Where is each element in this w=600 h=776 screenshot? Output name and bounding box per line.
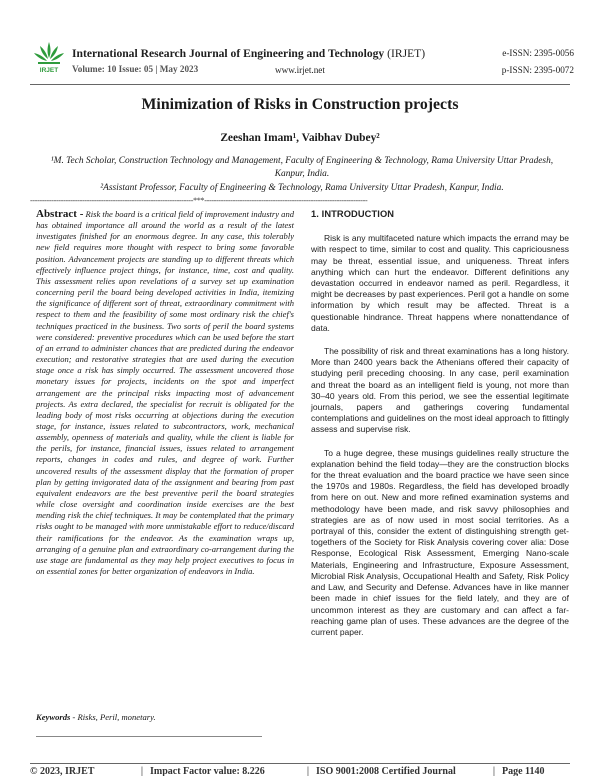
pissn: p-ISSN: 2395-0072 [501, 65, 574, 75]
paper-authors: Zeeshan Imam¹, Vaibhav Dubey² [220, 132, 380, 144]
separator-line: ---------------------------------------------------------------------***--------------------------------------------------------------------- [30, 196, 368, 205]
volume-issue: Volume: 10 Issue: 05 | May 2023 [72, 64, 199, 74]
footer-rule [30, 763, 570, 764]
affiliation-2: ²Assistant Professor, Faculty of Engineering & Technology, Rama University Uttar Pradesh, Kanpur, India. [100, 183, 504, 193]
introduction-section [311, 209, 569, 650]
irjet-logo [32, 40, 66, 74]
journal-website: www.irjet.net [275, 65, 325, 75]
footer-divider: | [140, 766, 144, 776]
intro-paragraph-3: To a huge degree, these musings guidelines really structure the explanation behind the field today—they are the construction blocks for the threat evaluation and the board practice we have seen since the 1970s and 1980s. Regardless, the field has developed broadly from here on out. New and more refined examination systems and methodology have been made, and risk savvy philosophies and strategies are as of now used in most social territories. As a portrayal of this, consider the extent of distinguishing strength get-togethers of the Society for Risk Analysis covering cover alia: Dose Response, Ecological Risk Assessment, Emerging Nano-scale Materials, Engineering and Infrastructure, Exposure Assessment, Microbial Risk Analysis, Occupational Health and Safety, Risk Policy and Law, and Security and Defense. Advances have in like manner been made in chief issues for the field lately, and they are of uncommon interest as they are customary and can affect a far-reaching game plan of uses. These advances are the degree of the current paper. [311, 447, 569, 637]
abstract-end-rule [36, 736, 262, 737]
keywords [36, 712, 294, 722]
keywords-label: Keywords - [36, 712, 76, 722]
intro-paragraph-1: Risk is any multifaceted nature which impacts the errand may be with respect to time, similar to cost and quality. This capriciousness may be threat, essential issue, and uniqueness. Threat infers anything which can hurt the endeavor. Different definitions any devastation occurred in endeavor named as peril. Regardless, it might be decreases by past experiences. Peril got a handle on some information by which result may be affected. Threat is a questionable hindrance. Threat happens where nonattendance of data. [311, 233, 569, 333]
journal-title [72, 47, 425, 60]
journal-abbr: (IRJET) [387, 47, 426, 60]
footer-divider: | [306, 766, 310, 776]
paper-title: Minimization of Risks in Construction projects [141, 96, 459, 113]
affiliation-1: ¹M. Tech Scholar, Construction Technology and Management, Faculty of Engineering & Technology, Rama University Uttar Pradesh, Kanpur, India. [50, 156, 554, 179]
footer-page-number: Page 1140 [502, 766, 545, 776]
keywords-text: Risks, Peril, monetary. [77, 712, 156, 722]
footer-iso: ISO 9001:2008 Certified Journal [316, 766, 456, 776]
logo-wordmark: IRJET [39, 67, 59, 74]
intro-paragraph-2: The possibility of risk and threat examinations has a long history. More than 2400 years back the Athenians offered their capacity of studying peril preceding choosing. In any case, peril examination and threat the board as an intelligent field is young, not more than 30–40 years old. From this period, we see the essential legitimate journals, papers and gatherings covering fundamental contemplations and guidelines on the most ideal approach to fittingly assess and supervise risk. [311, 346, 569, 435]
footer-divider: | [492, 766, 496, 776]
abstract-label: Abstract - [36, 208, 84, 220]
footer-copyright: © 2023, IRJET [30, 766, 95, 776]
journal-name: International Research Journal of Engineering and Technology [72, 47, 385, 60]
footer-impact-factor: Impact Factor value: 8.226 [150, 766, 265, 776]
abstract [36, 209, 294, 577]
section-heading: 1. INTRODUCTION [311, 209, 395, 219]
header-rule [30, 84, 570, 85]
abstract-text: Risk the board is a critical field of improvement industry and has obtained importance all around the world as a result of the latest investigates finished for an enormous degree. In any case, this tolerably new field requires more thought with respect to bring some favorable position. Advancement projects are standing up to different threats which effectively influence project things, for instance, time, cost and quality. This assessment relies upon revelations of a survey set up examination concerning peril the board being developed activities in India, itemizing the significance of different sort of threat, extraordinary commitment with respect to them and the feasibility of some most ordinary risk the chief's techniques practiced in the business. Two sorts of peril the board systems were considered: preventive procedures which can be used before the start of an errand to administer chances that are predicted during the endeavor execution; and restorative strategies that are used during the execution stage once a risk has simply occurred. The assessment uncovered those monetary issues for projects, incidents on the spot and imperfect arrangement are the principal risks impacting most of advancement projects. As extra declared, the specialist for recruit is obligated for the leading body of most risks occurring at objections during the execution stage, for instance, issues related to subcontractors, work, mechanical assembly, openness of materials and quality, while the client is liable for the perils, for instance, financial issues, issues related to arrangement reports, changes in codes and rules, and degree of work. Further uncovered results of the assessment display that the formation of proper plan by getting invigorated data of the assignment and bearing from past equivalent endeavors are the best preventive peril the board strategies while close oversight and coordination inside exercises are the best mending risk the chief techniques. It may be contemplated that the primary risks ought to be managed with more unmistakable effort to reduce/discard their ramifications for the endeavor. As the examination wraps up, arranging of a genuine plan and extraordinary co-arrangement during the use stage are fundamental as they may help project executives to focus in on essential zones for better organization of endeavors in India. [36, 209, 294, 576]
eissn: e-ISSN: 2395-0056 [502, 48, 574, 58]
journal-header [30, 40, 578, 82]
page-footer [30, 766, 570, 776]
